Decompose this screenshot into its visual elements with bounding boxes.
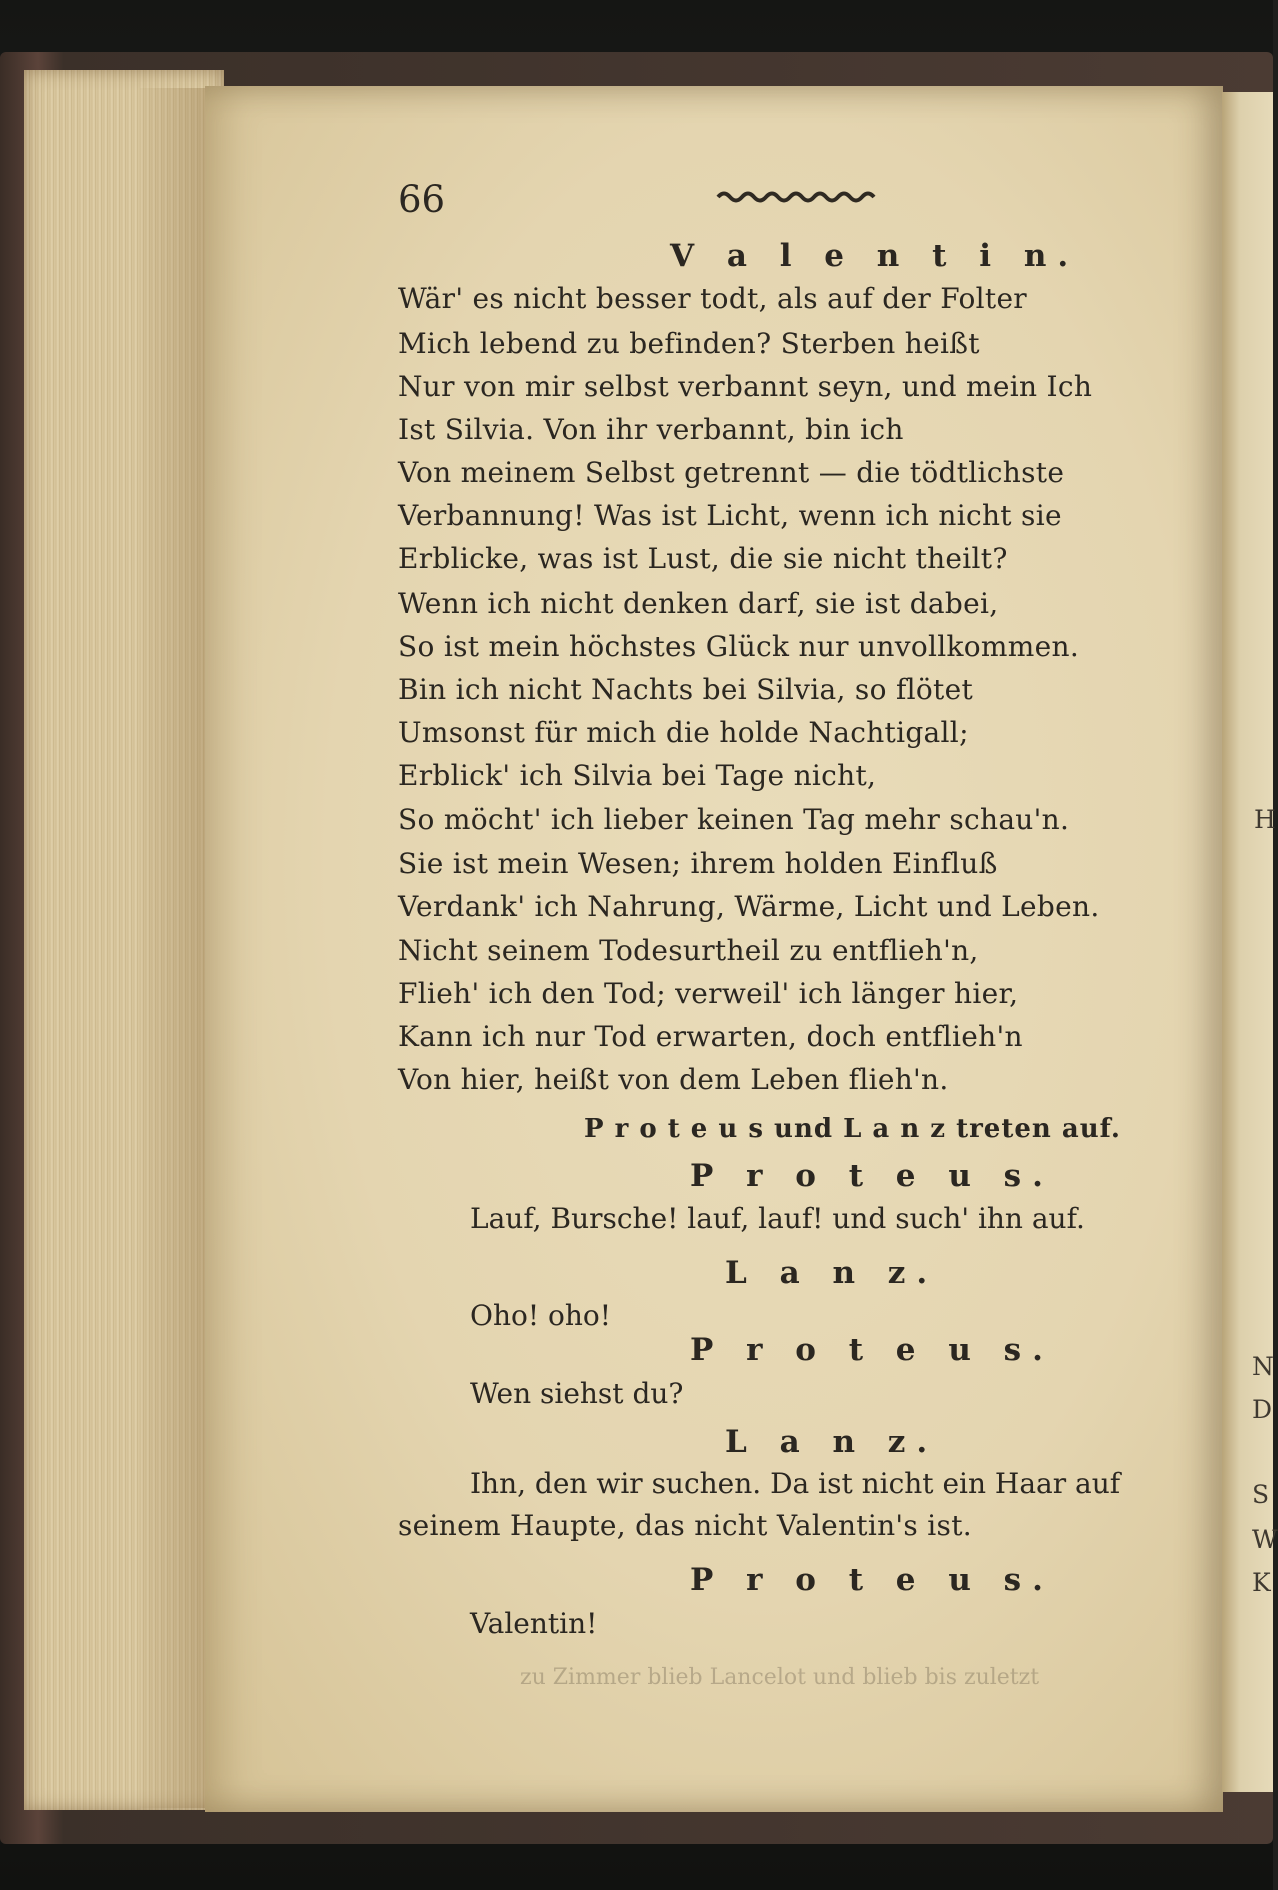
- dialogue-line-3: Wen siehst du?: [470, 1377, 684, 1410]
- verse-line-8: Wenn ich nicht denken darf, sie ist dabei,: [398, 587, 999, 620]
- next-page-letter-6: K: [1252, 1568, 1271, 1597]
- verse-line-4: Ist Silvia. Von ihr verbannt, bin ich: [398, 413, 904, 446]
- verse-line-1: Wär' es nicht besser todt, als auf der Folter: [398, 282, 1027, 315]
- next-page-letter-1: H: [1254, 805, 1276, 834]
- dialogue-line-1: Lauf, Bursche! lauf, lauf! und such' ihn auf.: [470, 1202, 1085, 1235]
- header-ornament: [718, 190, 876, 204]
- speaker-lanz-1: L a n z.: [725, 1255, 939, 1291]
- dialogue-line-4: Ihn, den wir suchen. Da ist nicht ein Haar auf: [470, 1467, 1121, 1500]
- verse-line-15: Verdank' ich Nahrung, Wärme, Licht und Leben.: [398, 890, 1100, 923]
- next-page-letter-2: N: [1252, 1352, 1274, 1381]
- speaker-proteus-2: P r o t e u s.: [690, 1332, 1054, 1368]
- verse-line-7: Erblicke, was ist Lust, die sie nicht theilt?: [398, 542, 1008, 575]
- verse-line-3: Nur von mir selbst verbannt seyn, und mein Ich: [398, 370, 1093, 403]
- verse-line-12: Erblick' ich Silvia bei Tage nicht,: [398, 759, 877, 792]
- dialogue-line-2: Oho! oho!: [470, 1299, 611, 1332]
- verse-line-11: Umsonst für mich die holde Nachtigall;: [398, 716, 969, 749]
- verse-line-19: Von hier, heißt von dem Leben flieh'n.: [398, 1063, 949, 1096]
- verse-line-9: So ist mein höchstes Glück nur unvollkommen.: [398, 630, 1080, 663]
- verse-line-5: Von meinem Selbst getrennt — die tödtlichste: [398, 456, 1065, 489]
- verse-line-17: Flieh' ich den Tod; verweil' ich länger hier,: [398, 977, 1019, 1010]
- speaker-proteus-1: P r o t e u s.: [690, 1158, 1054, 1194]
- next-page-letter-5: W: [1252, 1525, 1278, 1554]
- speaker-proteus-3: P r o t e u s.: [690, 1562, 1054, 1598]
- faded-bleed-text: zu Zimmer blieb Lancelot und blieb bis zuletzt: [520, 1665, 1040, 1690]
- stage-direction: P r o t e u s und L a n z treten auf.: [584, 1114, 1121, 1144]
- speaker-valentin: V a l e n t i n.: [670, 238, 1080, 274]
- verse-line-2: Mich lebend zu befinden? Sterben heißt: [398, 327, 980, 360]
- verse-line-13: So möcht' ich lieber keinen Tag mehr schau'n.: [398, 803, 1070, 836]
- next-page-letter-4: S: [1252, 1480, 1270, 1509]
- verse-line-10: Bin ich nicht Nachts bei Silvia, so flötet: [398, 673, 974, 706]
- verse-line-18: Kann ich nur Tod erwarten, doch entflieh'n: [398, 1020, 1023, 1053]
- dialogue-line-6: Valentin!: [470, 1607, 598, 1640]
- dialogue-line-5: seinem Haupte, das nicht Valentin's ist.: [398, 1509, 972, 1542]
- speaker-lanz-2: L a n z.: [725, 1424, 939, 1460]
- verse-line-6: Verbannung! Was ist Licht, wenn ich nicht sie: [398, 499, 1062, 532]
- next-page-letter-3: D: [1252, 1395, 1273, 1424]
- verse-line-14: Sie ist mein Wesen; ihrem holden Einfluß: [398, 847, 998, 880]
- page-number: 66: [398, 178, 446, 221]
- verse-line-16: Nicht seinem Todesurtheil zu entflieh'n,: [398, 934, 979, 967]
- page-edge-shadow: [140, 88, 208, 1808]
